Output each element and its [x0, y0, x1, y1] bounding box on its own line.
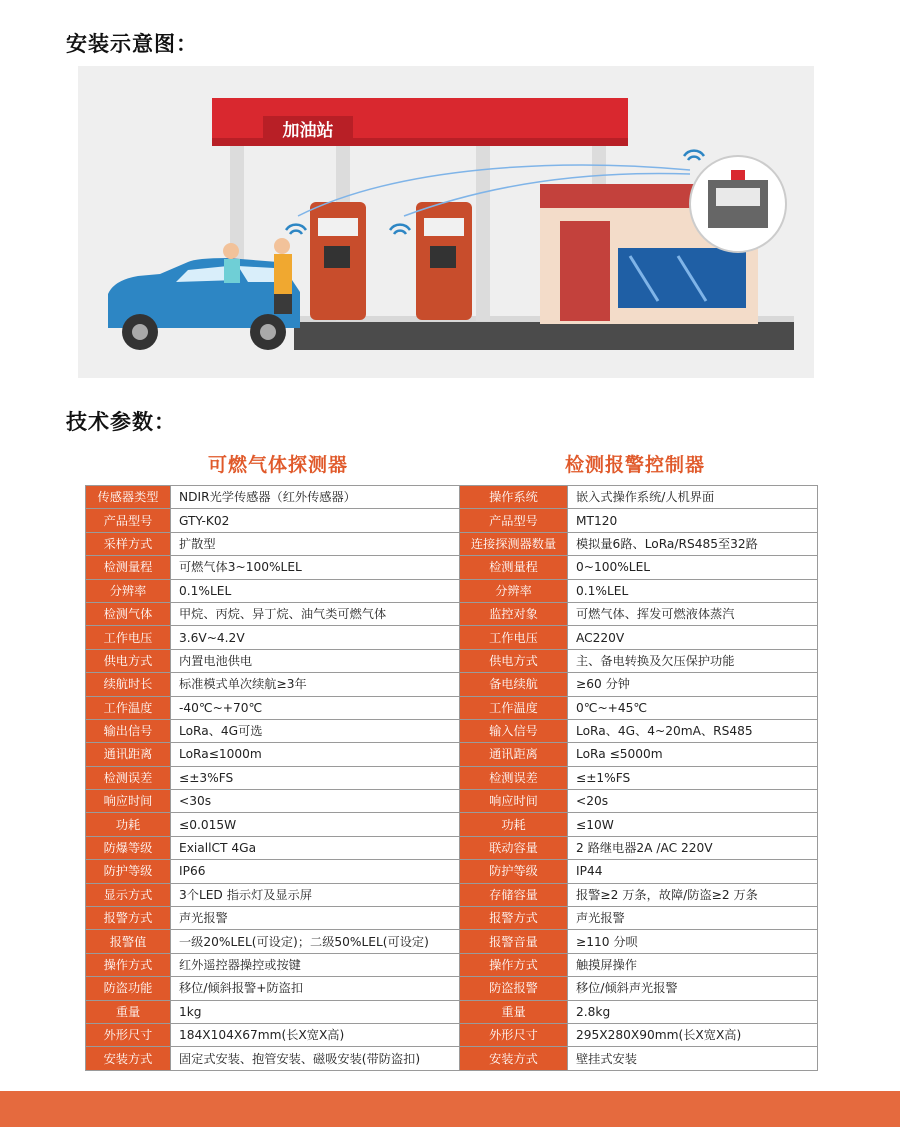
controller-title: 检测报警控制器	[564, 454, 705, 476]
spec-value: GTY-K02	[171, 509, 462, 532]
spec-value: 移位/倾斜报警+防盗扣	[171, 977, 462, 1000]
spec-row	[86, 509, 462, 532]
spec-row	[86, 977, 462, 1000]
spec-label: 采样方式	[86, 532, 171, 555]
spec-value: 3个LED 指示灯及显示屏	[171, 883, 462, 906]
spec-value: LoRa、4G、4~20mA、RS485	[568, 719, 818, 742]
spec-row	[460, 1047, 818, 1070]
spec-row	[86, 532, 462, 555]
spec-label: 检测误差	[460, 766, 568, 789]
spec-value: 壁挂式安装	[568, 1047, 818, 1070]
spec-value: 红外遥控器操控或按键	[171, 953, 462, 976]
spec-row	[460, 883, 818, 906]
spec-value: 扩散型	[171, 532, 462, 555]
spec-row	[460, 790, 818, 813]
spec-row	[460, 673, 818, 696]
spec-label: 外形尺寸	[460, 1023, 568, 1046]
spec-value: 固定式安装、抱管安装、磁吸安装(带防盗扣)	[171, 1047, 462, 1070]
spec-label: 报警值	[86, 930, 171, 953]
spec-value: LoRa ≤5000m	[568, 743, 818, 766]
spec-label: 响应时间	[86, 790, 171, 813]
shop-window	[618, 248, 746, 308]
spec-label: 功耗	[86, 813, 171, 836]
spec-row	[86, 883, 462, 906]
spec-label: 安装方式	[460, 1047, 568, 1070]
spec-row	[86, 696, 462, 719]
spec-label: 报警方式	[460, 907, 568, 930]
spec-value: 声光报警	[171, 907, 462, 930]
shop-door	[560, 221, 610, 321]
spec-label: 检测量程	[86, 556, 171, 579]
spec-value: ≤±3%FS	[171, 766, 462, 789]
spec-row	[86, 626, 462, 649]
spec-value: 声光报警	[568, 907, 818, 930]
spec-label: 备电续航	[460, 673, 568, 696]
wifi-icon	[390, 225, 410, 234]
spec-row	[86, 1047, 462, 1070]
spec-label: 工作温度	[460, 696, 568, 719]
attendant	[274, 238, 290, 254]
spec-label: 检测气体	[86, 602, 171, 625]
spec-row	[460, 813, 818, 836]
spec-label: 通讯距离	[86, 743, 171, 766]
spec-label: 分辨率	[460, 579, 568, 602]
spec-value: 0.1%LEL	[171, 579, 462, 602]
spec-label: 检测量程	[460, 556, 568, 579]
spec-label: 工作电压	[460, 626, 568, 649]
spec-row	[460, 766, 818, 789]
spec-value: ≥110 分呗	[568, 930, 818, 953]
spec-row	[460, 860, 818, 883]
spec-row	[86, 907, 462, 930]
spec-value: 295X280X90mm(长X宽X高)	[568, 1023, 818, 1046]
gas-station-illustration	[78, 66, 814, 378]
spec-value: 0℃~+45℃	[568, 696, 818, 719]
spec-label: 工作电压	[86, 626, 171, 649]
spec-label: 产品型号	[86, 509, 171, 532]
spec-value: <30s	[171, 790, 462, 813]
spec-value: 可燃气体、挥发可燃液体蒸汽	[568, 602, 818, 625]
spec-label: 续航时长	[86, 673, 171, 696]
gas-station-scene	[78, 66, 814, 378]
spec-label: 外形尺寸	[86, 1023, 171, 1046]
spec-value: AC220V	[568, 626, 818, 649]
spec-row	[460, 486, 818, 509]
spec-label: 报警音量	[460, 930, 568, 953]
spec-label: 显示方式	[86, 883, 171, 906]
ground-strip	[294, 320, 794, 350]
spec-label: 输入信号	[460, 719, 568, 742]
spec-value: 报警≥2 万条，故障/防盗≥2 万条	[568, 883, 818, 906]
spec-row	[460, 907, 818, 930]
spec-row	[460, 743, 818, 766]
spec-row	[86, 556, 462, 579]
spec-row	[460, 930, 818, 953]
spec-label: 检测误差	[86, 766, 171, 789]
spec-row	[86, 930, 462, 953]
spec-row	[460, 953, 818, 976]
alarm-light	[731, 170, 745, 180]
spec-row	[460, 836, 818, 859]
spec-value: -40℃~+70℃	[171, 696, 462, 719]
spec-value: 甲烷、丙烷、异丁烷、油气类可燃气体	[171, 602, 462, 625]
spec-value: 0.1%LEL	[568, 579, 818, 602]
spec-row	[86, 860, 462, 883]
spec-label: 响应时间	[460, 790, 568, 813]
spec-label: 防护等级	[460, 860, 568, 883]
spec-label: 连接探测器数量	[460, 532, 568, 555]
footer-bar	[0, 1091, 900, 1127]
spec-label: 重量	[460, 1000, 568, 1023]
spec-row	[86, 743, 462, 766]
spec-label: 防爆等级	[86, 836, 171, 859]
spec-value: ≤10W	[568, 813, 818, 836]
spec-label: 分辨率	[86, 579, 171, 602]
spec-value: LoRa≤1000m	[171, 743, 462, 766]
spec-row	[86, 579, 462, 602]
spec-value: ≤±1%FS	[568, 766, 818, 789]
spec-value: LoRa、4G可选	[171, 719, 462, 742]
canopy-pillar	[476, 146, 490, 321]
spec-value: <20s	[568, 790, 818, 813]
spec-value: IP44	[568, 860, 818, 883]
spec-row	[86, 1023, 462, 1046]
spec-row	[86, 673, 462, 696]
spec-label: 重量	[86, 1000, 171, 1023]
spec-value: ExiallCT 4Ga	[171, 836, 462, 859]
spec-row	[460, 649, 818, 672]
spec-label: 操作方式	[460, 953, 568, 976]
customer	[223, 243, 239, 259]
spec-label: 功耗	[460, 813, 568, 836]
spec-row	[460, 696, 818, 719]
spec-row	[460, 509, 818, 532]
spec-row	[86, 486, 462, 509]
spec-label: 安装方式	[86, 1047, 171, 1070]
spec-row	[86, 813, 462, 836]
spec-label: 防护等级	[86, 860, 171, 883]
spec-value: 主、备电转换及欠压保护功能	[568, 649, 818, 672]
spec-value: 184X104X67mm(长X宽X高)	[171, 1023, 462, 1046]
controller-spec-table	[459, 485, 818, 1071]
spec-label: 操作系统	[460, 486, 568, 509]
spec-row	[86, 602, 462, 625]
station-sign: 加油站	[282, 121, 334, 141]
spec-row	[86, 719, 462, 742]
spec-label: 操作方式	[86, 953, 171, 976]
spec-row	[460, 532, 818, 555]
detector-title: 可燃气体探测器	[207, 454, 348, 476]
spec-row	[460, 977, 818, 1000]
wifi-icon	[286, 225, 306, 234]
spec-label: 输出信号	[86, 719, 171, 742]
spec-label: 报警方式	[86, 907, 171, 930]
spec-value: 1kg	[171, 1000, 462, 1023]
spec-row	[86, 766, 462, 789]
spec-value: 可燃气体3~100%LEL	[171, 556, 462, 579]
detector-spec-table	[85, 485, 462, 1071]
spec-value: ≥60 分钟	[568, 673, 818, 696]
spec-value: 一级20%LEL(可设定)；二级50%LEL(可设定)	[171, 930, 462, 953]
spec-row	[460, 719, 818, 742]
spec-value: 触摸屏操作	[568, 953, 818, 976]
spec-value: ≤0.015W	[171, 813, 462, 836]
spec-value: 0~100%LEL	[568, 556, 818, 579]
wifi-icon	[684, 151, 704, 160]
install-diagram-heading: 安装示意图：	[66, 32, 198, 56]
spec-value: IP66	[171, 860, 462, 883]
spec-label: 产品型号	[460, 509, 568, 532]
spec-value: 移位/倾斜声光报警	[568, 977, 818, 1000]
spec-label: 监控对象	[460, 602, 568, 625]
tech-params-heading: 技术参数：	[66, 410, 176, 434]
spec-label: 存储容量	[460, 883, 568, 906]
spec-value: 3.6V~4.2V	[171, 626, 462, 649]
spec-row	[86, 836, 462, 859]
spec-label: 供电方式	[460, 649, 568, 672]
spec-value: 2.8kg	[568, 1000, 818, 1023]
spec-row	[86, 790, 462, 813]
spec-value: 嵌入式操作系统/人机界面	[568, 486, 818, 509]
spec-label: 供电方式	[86, 649, 171, 672]
spec-row	[460, 556, 818, 579]
spec-value: NDIR光学传感器（红外传感器）	[171, 486, 462, 509]
spec-value: MT120	[568, 509, 818, 532]
spec-label: 联动容量	[460, 836, 568, 859]
spec-label: 通讯距离	[460, 743, 568, 766]
spec-row	[86, 953, 462, 976]
spec-row	[460, 579, 818, 602]
spec-row	[460, 1000, 818, 1023]
spec-label: 防盗报警	[460, 977, 568, 1000]
spec-label: 传感器类型	[86, 486, 171, 509]
spec-value: 内置电池供电	[171, 649, 462, 672]
spec-value: 模拟量6路、LoRa/RS485至32路	[568, 532, 818, 555]
spec-row	[86, 1000, 462, 1023]
spec-label: 工作温度	[86, 696, 171, 719]
spec-row	[86, 649, 462, 672]
spec-label: 防盗功能	[86, 977, 171, 1000]
spec-row	[460, 1023, 818, 1046]
spec-value: 2 路继电器2A /AC 220V	[568, 836, 818, 859]
spec-value: 标准模式单次续航≥3年	[171, 673, 462, 696]
spec-row	[460, 626, 818, 649]
spec-row	[460, 602, 818, 625]
